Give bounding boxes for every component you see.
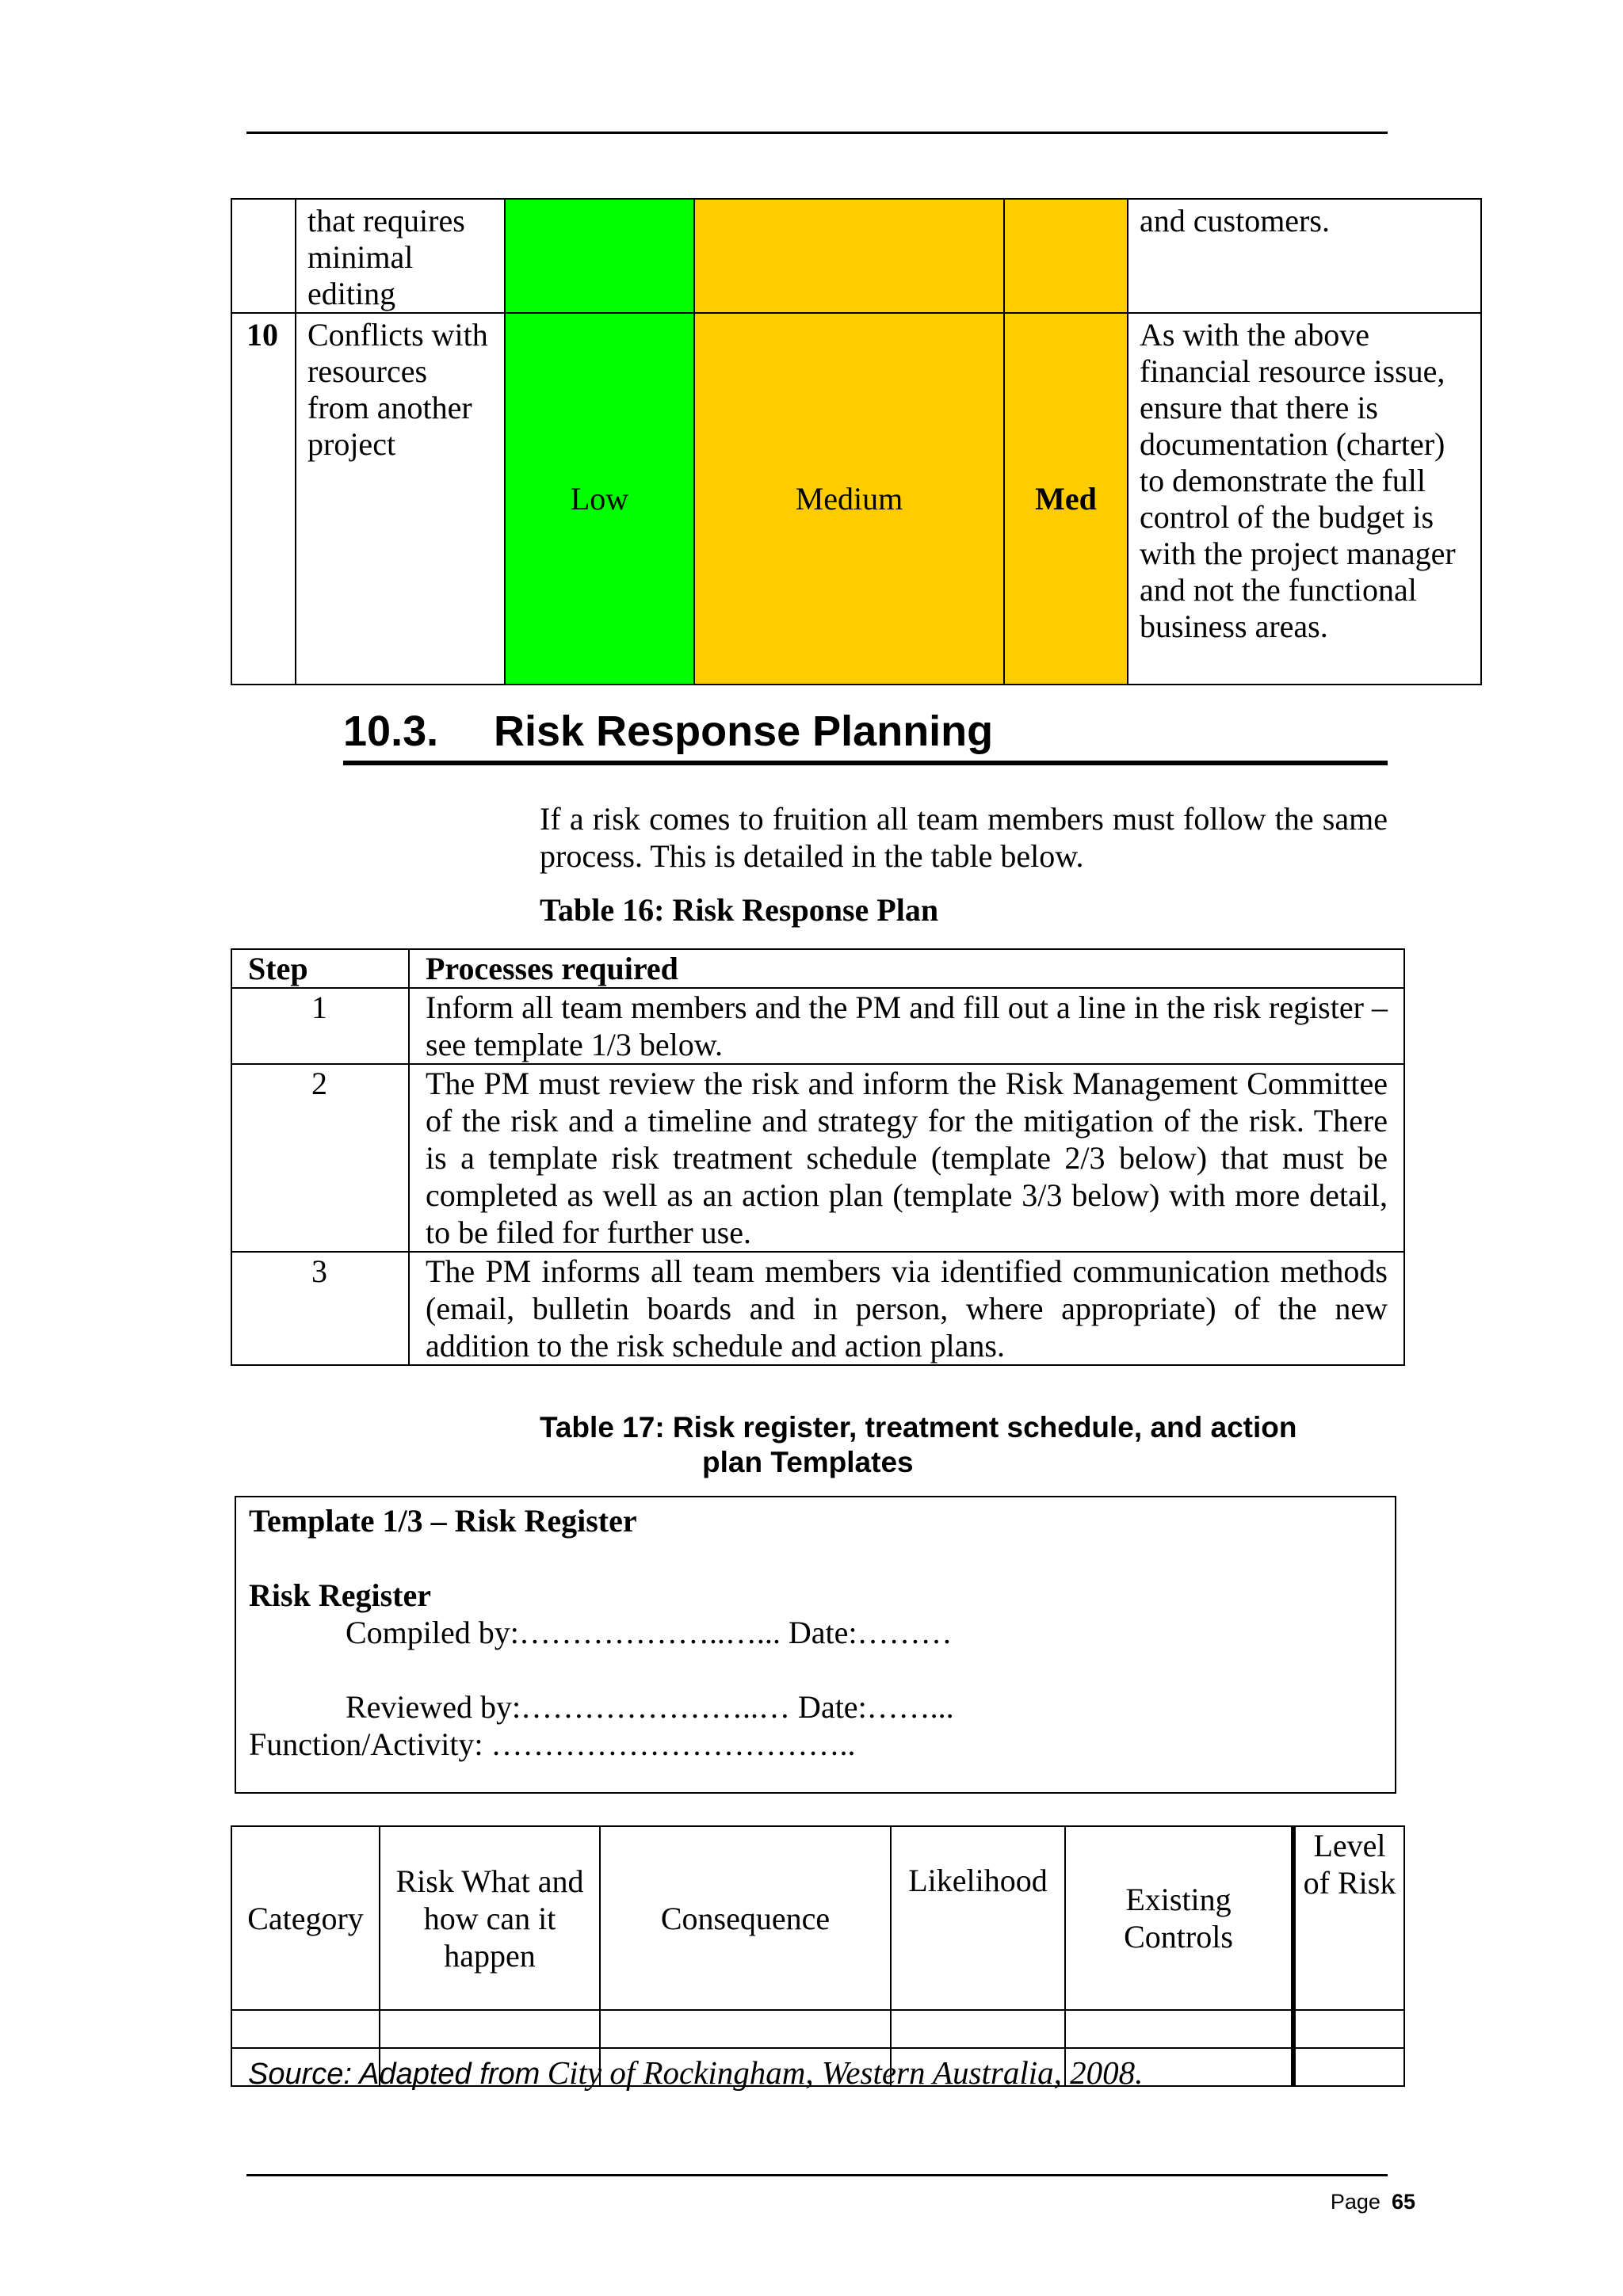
empty-cell — [380, 2010, 600, 2048]
column-header: Consequence — [600, 1826, 891, 2010]
rating-cell: Med — [1004, 313, 1128, 685]
response-cell: and customers. — [1128, 199, 1481, 313]
response-cell: As with the above financial resource issue, ensure that there is documentation (charter) to demonstrate the full control of the budget is with the project manager and not the functional business areas. — [1128, 313, 1481, 685]
source-citation — [248, 2054, 1143, 2092]
column-header: Category — [231, 1826, 380, 2010]
empty-cell — [1293, 2048, 1404, 2086]
page-footer — [1331, 2189, 1415, 2214]
source-prefix: Source: Adapted from — [248, 2058, 540, 2091]
impact-cell — [694, 199, 1004, 313]
risk-register-columns-table — [231, 1825, 1405, 2087]
likelihood-cell: Low — [505, 313, 694, 685]
step-number: 1 — [231, 988, 409, 1064]
header-rule — [246, 132, 1388, 134]
rating-cell — [1004, 199, 1128, 313]
table-header-row — [231, 949, 1404, 988]
risk-description: that requires minimal editing — [296, 199, 505, 313]
intro-paragraph: If a risk comes to fruition all team members must follow the same process. This is detailed in the table below. — [540, 801, 1388, 874]
empty-cell — [1293, 2010, 1404, 2048]
table17-caption — [540, 1410, 1332, 1480]
table-row — [231, 313, 1481, 685]
risk-number — [231, 199, 296, 313]
risk-description: Conflicts with resources from another project — [296, 313, 505, 685]
table17-caption-line2: plan Templates — [702, 1446, 914, 1478]
compiled-by-field: Compiled by:………………..…... Date:……… — [346, 1615, 953, 1650]
likelihood-cell — [505, 199, 694, 313]
column-header: Likelihood — [891, 1826, 1065, 2010]
source-text: City of Rockingham, Western Australia, 2008. — [547, 2054, 1144, 2091]
step-description: Inform all team members and the PM and fill out a line in the risk register – see template 1/3 below. — [409, 988, 1404, 1064]
table16-caption: Table 16: Risk Response Plan — [540, 892, 939, 928]
column-header-step: Step — [231, 949, 409, 988]
empty-cell — [891, 2010, 1065, 2048]
reviewed-by-field: Reviewed by:…………………..… Date:……... — [346, 1689, 954, 1725]
section-number: 10.3. — [343, 707, 439, 755]
template-subtitle: Risk Register — [249, 1577, 431, 1613]
step-number: 3 — [231, 1252, 409, 1365]
column-header: Existing Controls — [1065, 1826, 1293, 2010]
template-title: Template 1/3 – Risk Register — [249, 1503, 637, 1539]
column-header: Risk What and how can it happen — [380, 1826, 600, 2010]
table-row — [231, 199, 1481, 313]
risk-assessment-table — [231, 198, 1482, 685]
table-row — [231, 988, 1404, 1064]
risk-register-template — [235, 1496, 1396, 1794]
column-header: Level of Risk — [1293, 1826, 1404, 2010]
table-header-row — [231, 1826, 1404, 2010]
section-title: Risk Response Planning — [494, 707, 994, 755]
function-activity-field: Function/Activity: …………………………….. — [249, 1726, 856, 1762]
empty-cell — [231, 2010, 380, 2048]
footer-rule — [246, 2174, 1388, 2176]
impact-cell: Medium — [694, 313, 1004, 685]
table-row — [231, 1252, 1404, 1365]
step-number: 2 — [231, 1064, 409, 1252]
table-row — [231, 1064, 1404, 1252]
table-row — [231, 2010, 1404, 2048]
step-description: The PM informs all team members via identified communication methods (email, bulletin boards and in person, where appropriate) of the new addition to the risk schedule and action plans. — [409, 1252, 1404, 1365]
empty-cell — [600, 2010, 891, 2048]
risk-number: 10 — [231, 313, 296, 685]
table17-caption-line1: Table 17: Risk register, treatment schedule, and action — [540, 1411, 1297, 1444]
empty-cell — [1065, 2010, 1293, 2048]
page-label: Page — [1330, 2190, 1381, 2214]
page-number: 65 — [1391, 2190, 1415, 2214]
risk-response-plan-table — [231, 948, 1405, 1366]
step-description: The PM must review the risk and inform the Risk Management Committee of the risk and a timeline and strategy for the mitigation of the risk. There is a template risk treatment schedule (template 2/3 below) that must be completed as well as an action plan (template 3/3 below) with more detail, to be filed for further use. — [409, 1064, 1404, 1252]
column-header-processes: Processes required — [409, 949, 1404, 988]
section-heading — [343, 704, 1388, 765]
